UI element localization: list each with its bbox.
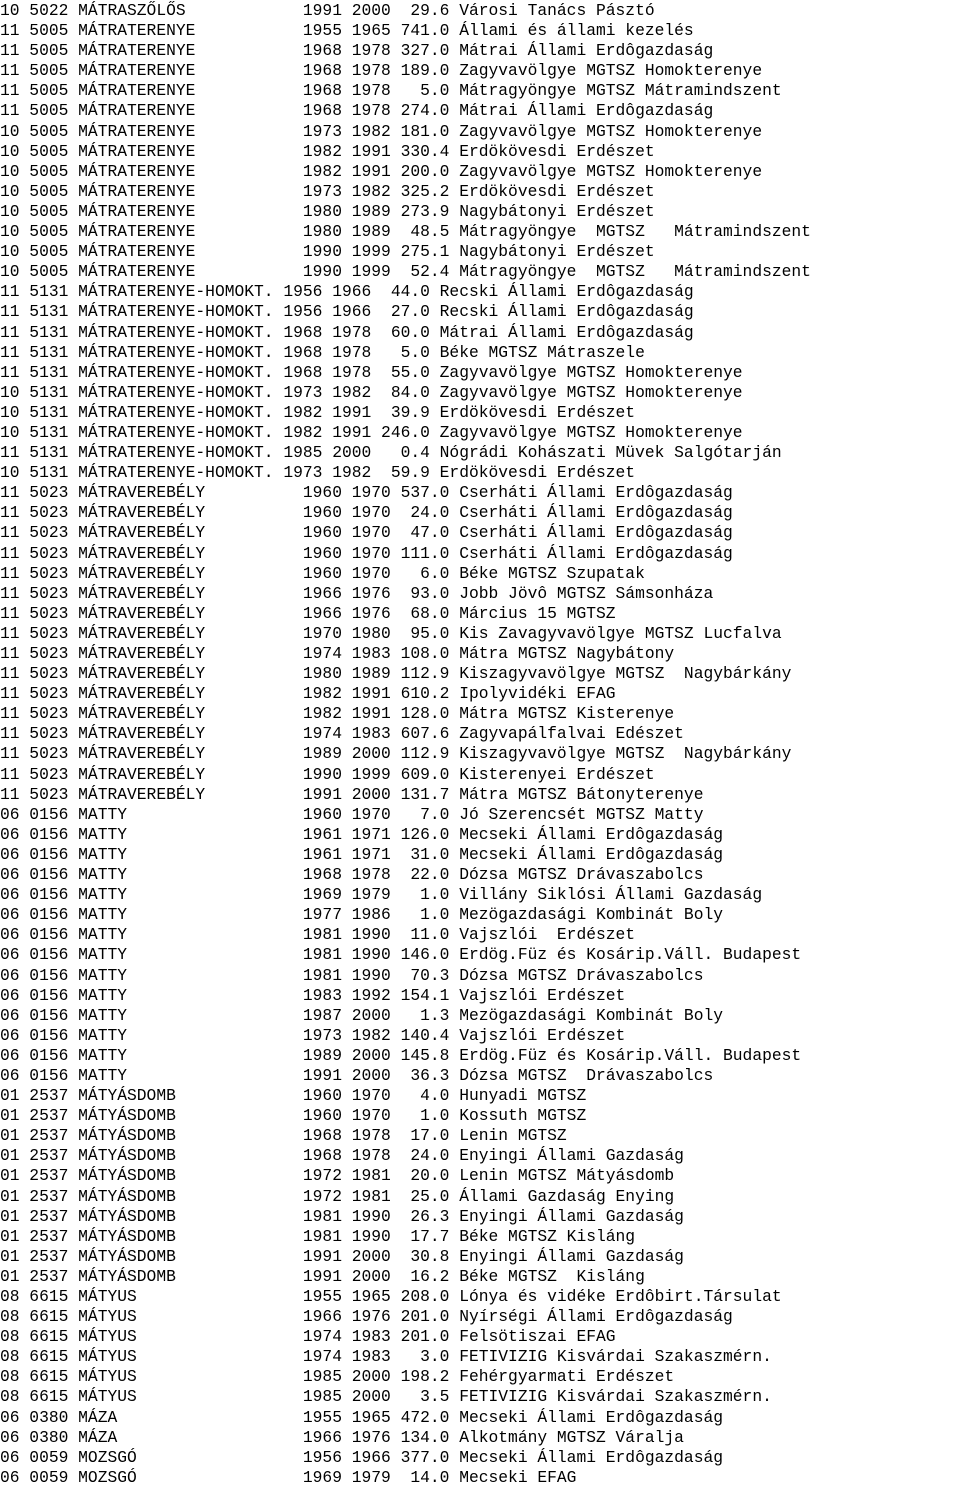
record-row: 06 0059 MOZSGÓ 1969 1979 14.0 Mecseki EFAG <box>0 1467 577 1487</box>
record-row: 11 5131 MÁTRATERENYE-HOMOKT. 1968 1978 60.0 Mátrai Állami Erdôgazdaság <box>0 322 694 342</box>
record-row: 10 5005 MÁTRATERENYE 1973 1982 181.0 Zagyvavölgye MGTSZ Homokterenye <box>0 121 763 141</box>
record-row: 11 5023 MÁTRAVEREBÉLY 1960 1970 6.0 Béke MGTSZ Szupatak <box>0 563 645 583</box>
record-row: 10 5131 MÁTRATERENYE-HOMOKT. 1973 1982 59.9 Erdökövesdi Erdészet <box>0 463 636 483</box>
record-row: 11 5023 MÁTRAVEREBÉLY 1974 1983 108.0 Mátra MGTSZ Nagybátony <box>0 644 675 663</box>
record-row: 01 2537 MÁTYÁSDOMB 1981 1990 17.7 Béke MGTSZ Kisláng <box>0 1226 636 1246</box>
record-row: 10 5005 MÁTRATERENYE 1980 1989 273.9 Nagybátonyi Erdészet <box>0 201 655 221</box>
record-row: 11 5005 MÁTRATERENYE 1968 1978 327.0 Mátrai Állami Erdôgazdaság <box>0 41 714 61</box>
record-row: 11 5005 MÁTRATERENYE 1955 1965 741.0 Állami és állami kezelés <box>0 21 694 41</box>
record-row: 11 5023 MÁTRAVEREBÉLY 1980 1989 112.9 Kiszagyvavölgye MGTSZ Nagybárkány <box>0 664 792 684</box>
record-row: 11 5131 MÁTRATERENYE-HOMOKT. 1956 1966 44.0 Recski Állami Erdôgazdaság <box>0 282 694 302</box>
record-row: 08 6615 MÁTYUS 1966 1976 201.0 Nyírségi Állami Erdôgazdaság <box>0 1307 733 1327</box>
record-row: 11 5023 MÁTRAVEREBÉLY 1982 1991 128.0 Mátra MGTSZ Kisterenye <box>0 704 675 724</box>
record-row: 08 6615 MÁTYUS 1985 2000 198.2 Fehérgyarmati Erdészet <box>0 1367 675 1387</box>
record-row: 01 2537 MÁTYÁSDOMB 1991 2000 30.8 Enyingi Állami Gazdaság <box>0 1246 684 1266</box>
record-row: 06 0156 MATTY 1981 1990 11.0 Vajszlói Erdészet <box>0 925 636 945</box>
record-row: 10 5131 MÁTRATERENYE-HOMOKT. 1982 1991 39.9 Erdökövesdi Erdészet <box>0 402 636 422</box>
record-row: 08 6615 MÁTYUS 1985 2000 3.5 FETIVIZIG Kisvárdai Szakaszmérn. <box>0 1387 772 1407</box>
record-row: 01 2537 MÁTYÁSDOMB 1968 1978 24.0 Enyingi Állami Gazdaság <box>0 1146 684 1166</box>
record-row: 11 5023 MÁTRAVEREBÉLY 1991 2000 131.7 Mátra MGTSZ Bátonyterenye <box>0 784 704 804</box>
record-row: 10 5005 MÁTRATERENYE 1982 1991 330.4 Erdökövesdi Erdészet <box>0 141 655 161</box>
record-row: 01 2537 MÁTYÁSDOMB 1972 1981 20.0 Lenin MGTSZ Mátyásdomb <box>0 1166 675 1186</box>
record-row: 10 5005 MÁTRATERENYE 1990 1999 52.4 Mátragyöngye MGTSZ Mátramindszent <box>0 262 811 282</box>
record-row: 06 0156 MATTY 1960 1970 7.0 Jó Szerencsét MGTSZ Matty <box>0 804 704 824</box>
record-row: 01 2537 MÁTYÁSDOMB 1968 1978 17.0 Lenin MGTSZ <box>0 1126 567 1146</box>
record-row: 06 0156 MATTY 1989 2000 145.8 Erdög.Füz és Kosárip.Váll. Budapest <box>0 1045 802 1065</box>
record-row: 11 5023 MÁTRAVEREBÉLY 1960 1970 111.0 Cserháti Állami Erdôgazdaság <box>0 543 733 563</box>
record-row: 11 5023 MÁTRAVEREBÉLY 1960 1970 24.0 Cserháti Állami Erdôgazdaság <box>0 503 733 523</box>
record-row: 08 6615 MÁTYUS 1955 1965 208.0 Lónya és vidéke Erdôbirt.Társulat <box>0 1287 782 1306</box>
record-row: 01 2537 MÁTYÁSDOMB 1960 1970 1.0 Kossuth MGTSZ <box>0 1106 587 1126</box>
record-row: 06 0156 MATTY 1981 1990 70.3 Dózsa MGTSZ Drávaszabolcs <box>0 965 704 985</box>
record-row: 08 6615 MÁTYUS 1974 1983 3.0 FETIVIZIG Kisvárdai Szakaszmérn. <box>0 1347 772 1367</box>
record-row: 06 0380 MÁZA 1955 1965 472.0 Mecseki Állami Erdôgazdaság <box>0 1407 724 1427</box>
record-row: 10 5131 MÁTRATERENYE-HOMOKT. 1973 1982 84.0 Zagyvavölgye MGTSZ Homokterenye <box>0 382 743 402</box>
record-row: 10 5005 MÁTRATERENYE 1990 1999 275.1 Nagybátonyi Erdészet <box>0 242 655 262</box>
record-row: 06 0156 MATTY 1977 1986 1.0 Mezögazdasági Kombinát Boly <box>0 905 724 925</box>
record-row: 06 0380 MÁZA 1966 1976 134.0 Alkotmány MGTSZ Váralja <box>0 1427 684 1447</box>
record-row: 06 0156 MATTY 1987 2000 1.3 Mezögazdasági Kombinát Boly <box>0 1005 724 1025</box>
record-row: 11 5131 MÁTRATERENYE-HOMOKT. 1956 1966 27.0 Recski Állami Erdôgazdaság <box>0 302 694 322</box>
record-row: 10 5005 MÁTRATERENYE 1982 1991 200.0 Zagyvavölgye MGTSZ Homokterenye <box>0 161 763 181</box>
record-row: 01 2537 MÁTYÁSDOMB 1972 1981 25.0 Állami Gazdaság Enying <box>0 1186 675 1206</box>
record-row: 11 5023 MÁTRAVEREBÉLY 1966 1976 68.0 Március 15 MGTSZ <box>0 603 616 623</box>
record-row: 11 5131 MÁTRATERENYE-HOMOKT. 1968 1978 55.0 Zagyvavölgye MGTSZ Homokterenye <box>0 362 743 382</box>
record-row: 06 0156 MATTY 1983 1992 154.1 Vajszlói Erdészet <box>0 985 626 1005</box>
record-row: 01 2537 MÁTYÁSDOMB 1991 2000 16.2 Béke MGTSZ Kisláng <box>0 1266 645 1286</box>
record-row: 11 5023 MÁTRAVEREBÉLY 1960 1970 537.0 Cserháti Állami Erdôgazdaság <box>0 483 733 503</box>
record-row: 06 0156 MATTY 1973 1982 140.4 Vajszlói Erdészet <box>0 1025 626 1045</box>
record-row: 11 5005 MÁTRATERENYE 1968 1978 5.0 Mátragyöngye MGTSZ Mátramindszent <box>0 81 782 101</box>
record-row: 06 0156 MATTY 1969 1979 1.0 Villány Siklósi Állami Gazdaság <box>0 885 763 905</box>
record-row: 11 5023 MÁTRAVEREBÉLY 1989 2000 112.9 Kiszagyvavölgye MGTSZ Nagybárkány <box>0 744 792 764</box>
record-row: 11 5005 MÁTRATERENYE 1968 1978 274.0 Mátrai Állami Erdôgazdaság <box>0 101 714 121</box>
record-row: 08 6615 MÁTYUS 1974 1983 201.0 Felsötiszai EFAG <box>0 1327 616 1347</box>
record-row: 06 0059 MOZSGÓ 1956 1966 377.0 Mecseki Állami Erdôgazdaság <box>0 1447 724 1467</box>
record-row: 10 5005 MÁTRATERENYE 1973 1982 325.2 Erdökövesdi Erdészet <box>0 181 655 201</box>
record-row: 11 5005 MÁTRATERENYE 1968 1978 189.0 Zagyvavölgye MGTSZ Homokterenye <box>0 61 763 81</box>
record-row: 01 2537 MÁTYÁSDOMB 1960 1970 4.0 Hunyadi MGTSZ <box>0 1086 587 1106</box>
record-row: 01 2537 MÁTYÁSDOMB 1981 1990 26.3 Enyingi Állami Gazdaság <box>0 1206 684 1226</box>
record-row: 11 5131 MÁTRATERENYE-HOMOKT. 1985 2000 0.4 Nógrádi Kohászati Müvek Salgótarján <box>0 443 782 463</box>
record-row: 11 5131 MÁTRATERENYE-HOMOKT. 1968 1978 5.0 Béke MGTSZ Mátraszele <box>0 342 645 362</box>
record-row: 11 5023 MÁTRAVEREBÉLY 1970 1980 95.0 Kis Zavagyvavölgye MGTSZ Lucfalva <box>0 623 782 643</box>
record-row: 06 0156 MATTY 1961 1971 126.0 Mecseki Állami Erdôgazdaság <box>0 824 724 844</box>
record-row: 10 5131 MÁTRATERENYE-HOMOKT. 1982 1991 246.0 Zagyvavölgye MGTSZ Homokterenye <box>0 422 743 442</box>
record-row: 06 0156 MATTY 1981 1990 146.0 Erdög.Füz és Kosárip.Váll. Budapest <box>0 945 802 965</box>
record-row: 11 5023 MÁTRAVEREBÉLY 1960 1970 47.0 Cserháti Állami Erdôgazdaság <box>0 523 733 543</box>
record-row: 11 5023 MÁTRAVEREBÉLY 1990 1999 609.0 Kisterenyei Erdészet <box>0 764 655 784</box>
record-row: 11 5023 MÁTRAVEREBÉLY 1966 1976 93.0 Jobb Jövô MGTSZ Sámsonháza <box>0 583 714 603</box>
record-row: 10 5022 MÁTRASZŐLŐS 1991 2000 29.6 Városi Tanács Pásztó <box>0 1 655 20</box>
record-row: 06 0156 MATTY 1961 1971 31.0 Mecseki Állami Erdôgazdaság <box>0 844 724 864</box>
record-row: 11 5023 MÁTRAVEREBÉLY 1982 1991 610.2 Ipolyvidéki EFAG <box>0 684 616 704</box>
record-row: 10 5005 MÁTRATERENYE 1980 1989 48.5 Mátragyöngye MGTSZ Mátramindszent <box>0 222 811 242</box>
record-row: 11 5023 MÁTRAVEREBÉLY 1974 1983 607.6 Zagyvapálfalvai Edészet <box>0 724 684 744</box>
record-row: 06 0156 MATTY 1991 2000 36.3 Dózsa MGTSZ Drávaszabolcs <box>0 1065 714 1085</box>
record-row: 06 0156 MATTY 1968 1978 22.0 Dózsa MGTSZ Drávaszabolcs <box>0 865 704 885</box>
